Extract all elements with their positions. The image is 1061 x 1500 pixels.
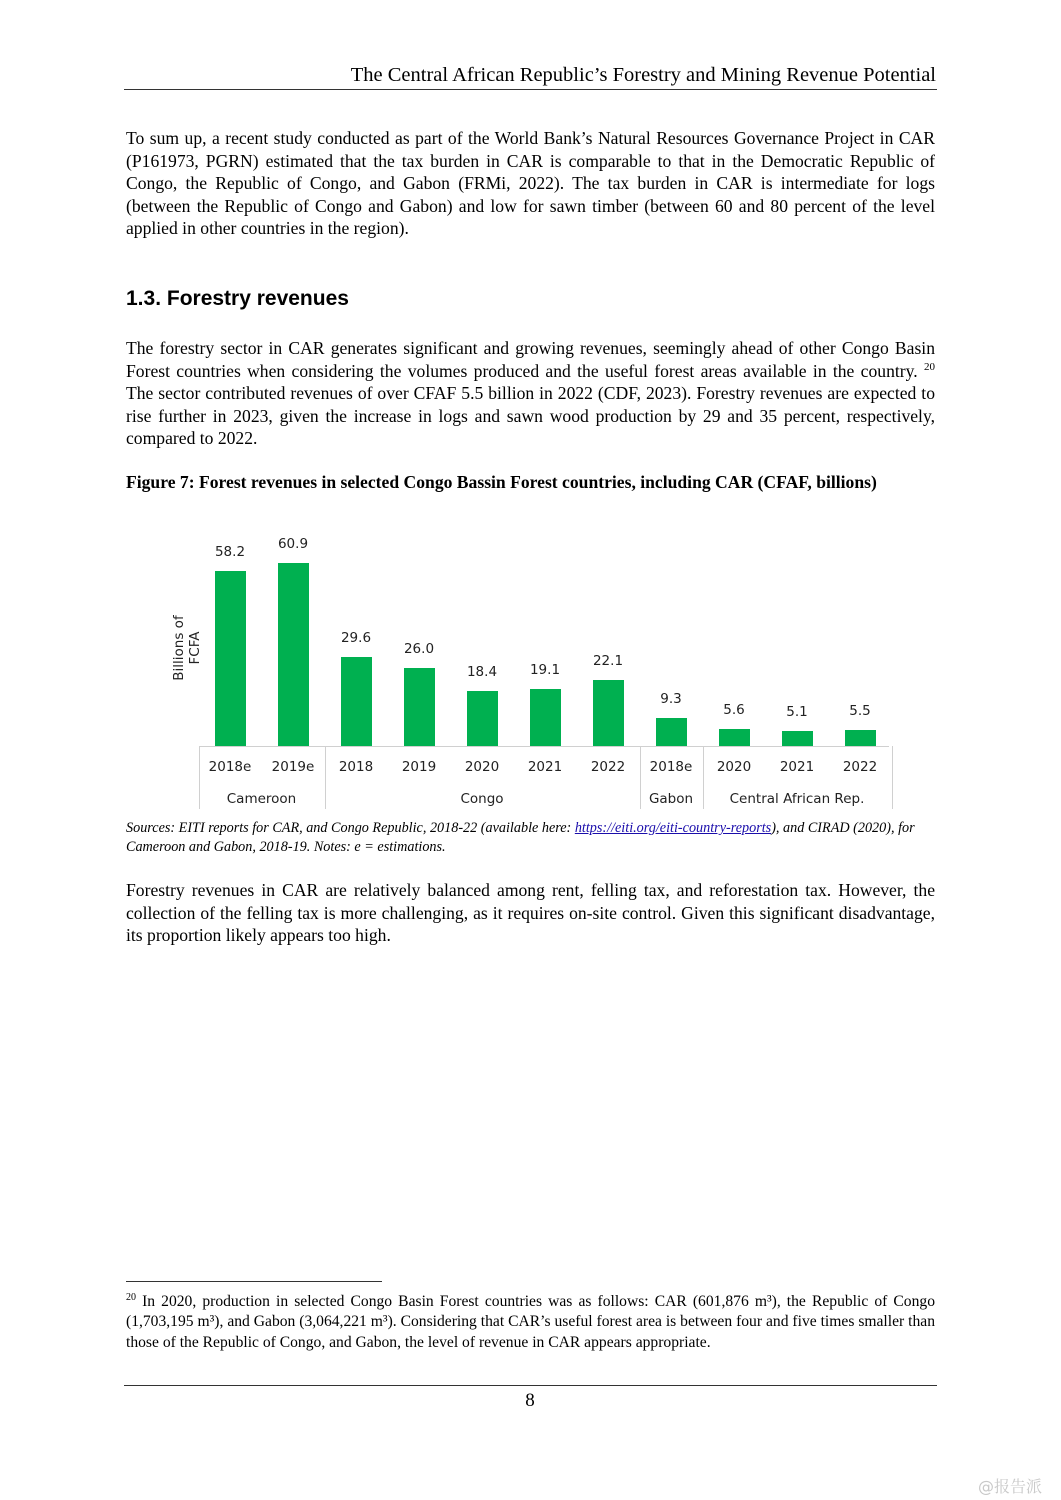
group-divider — [325, 746, 326, 809]
data-label: 26.0 — [403, 641, 435, 657]
group-divider — [199, 746, 200, 809]
footnote-reference[interactable]: 20 — [923, 360, 935, 373]
group-divider — [703, 746, 704, 809]
bar — [467, 691, 498, 746]
x-tick-label: 2021 — [779, 759, 815, 775]
data-label: 5.6 — [723, 702, 745, 719]
bar — [845, 730, 876, 747]
x-tick-label: 2022 — [590, 759, 626, 775]
x-tick-label: 2019 — [401, 759, 437, 775]
data-label: 29.6 — [340, 630, 372, 647]
watermark: @报告派 — [978, 1477, 1043, 1496]
data-label: 58.2 — [214, 544, 246, 561]
data-label: 22.1 — [592, 652, 624, 669]
section-heading: 1.3. Forestry revenues — [126, 287, 349, 310]
x-tick-label: 2018e — [208, 759, 252, 775]
group-label: Cameroon — [226, 791, 297, 807]
figure-caption: Figure 7: Forest revenues in selected Congo Bassin Forest countries, including CAR (CFAF, billions) — [126, 472, 877, 492]
header-rule — [124, 89, 937, 90]
sources-text: Sources: EITI reports for CAR, and Congo Republic, 2018-22 (available here: — [126, 820, 575, 836]
x-tick-label: 2022 — [842, 759, 878, 775]
bar — [593, 680, 624, 746]
bar-chart — [170, 530, 900, 815]
page-number: 8 — [525, 1390, 535, 1411]
group-label: Gabon — [648, 791, 694, 807]
group-label: Congo — [460, 791, 504, 807]
x-tick-label: 2019e — [271, 759, 315, 775]
bar — [719, 729, 750, 746]
x-tick-label: 2021 — [527, 759, 563, 775]
data-label: 5.5 — [849, 702, 871, 719]
bar — [215, 571, 246, 746]
running-header: The Central African Republic’s Forestry and Mining Revenue Potential — [350, 64, 936, 86]
bar — [782, 731, 813, 746]
x-tick-label: 2018 — [338, 759, 374, 775]
paragraph-revenue-balance: Forestry revenues in CAR are relatively balanced among rent, felling tax, and reforestation tax. However, the collection of the felling tax is more challenging, as it requires on-site control. Given this significant disadvantage, its proportion likely appears too high. — [126, 880, 935, 945]
data-label: 5.1 — [786, 703, 808, 720]
bar — [278, 563, 309, 746]
footer-rule — [124, 1385, 937, 1386]
paragraph-text: The forestry sector in CAR generates significant and growing revenues, seemingly ahead of other Congo Basin Forest countries when considering the volumes produced and the useful forest areas available in the country. — [126, 338, 935, 381]
paragraph-forestry-revenues — [126, 337, 935, 450]
data-label: 19.1 — [529, 661, 561, 678]
footnote — [126, 1292, 935, 1353]
paragraph-tax-burden: To sum up, a recent study conducted as part of the World Bank’s Natural Resources Governance Project in CAR (P161973, PGRN) estimated that the tax burden in CAR is comparable to that in the Democratic Republic of Congo, the Republic of Congo, and Gabon (FRMi, 2022). The tax burden in CAR is intermediate for logs (between the Republic of Congo and Gabon) and low for sawn timber (between 60 and 80 percent of the level applied in other countries in the region). — [126, 128, 935, 238]
footnote-number: 20 — [126, 1291, 136, 1303]
y-axis-label: Billions of FCFA — [171, 615, 203, 681]
footnote-text: In 2020, production in selected Congo Basin Forest countries was as follows: CAR (601,876 m³), the Republic of Congo (1,703,195 m³), and Gabon (3,064,221 m³). Considering that CAR’s useful forest area is between four and five times smaller than those of the Republic of Congo, and Gabon, the level of revenue in CAR appears appropriate. — [126, 1293, 935, 1351]
x-axis-line — [199, 746, 889, 747]
group-label: Central African Rep. — [729, 791, 865, 807]
data-label: 9.3 — [660, 691, 682, 708]
sources-text: ), and CIRAD (2020), for Cameroon and Gabon, 2018-19. Notes: e = estimations. — [126, 820, 915, 855]
bar — [530, 689, 561, 746]
x-tick-label: 2020 — [464, 759, 500, 775]
group-divider — [892, 746, 893, 809]
data-label: 18.4 — [466, 663, 498, 680]
paragraph-text: The sector contributed revenues of over CFAF 5.5 billion in 2022 (CDF, 2023). Forestry revenues are expected to rise further in 2023, given the increase in logs and sawn wood production by 29 and 35 percent, respectively, compared to 2022. — [126, 383, 935, 448]
bar — [404, 668, 435, 746]
footnote-separator — [126, 1281, 382, 1282]
bar — [341, 657, 372, 746]
eiti-link[interactable]: https://eiti.org/eiti-country-reports — [574, 820, 772, 836]
group-divider — [640, 746, 641, 809]
x-tick-label: 2020 — [716, 759, 752, 775]
data-label: 60.9 — [277, 536, 309, 553]
figure-sources — [126, 819, 935, 856]
bar — [656, 718, 687, 746]
x-tick-label: 2018e — [649, 759, 693, 775]
